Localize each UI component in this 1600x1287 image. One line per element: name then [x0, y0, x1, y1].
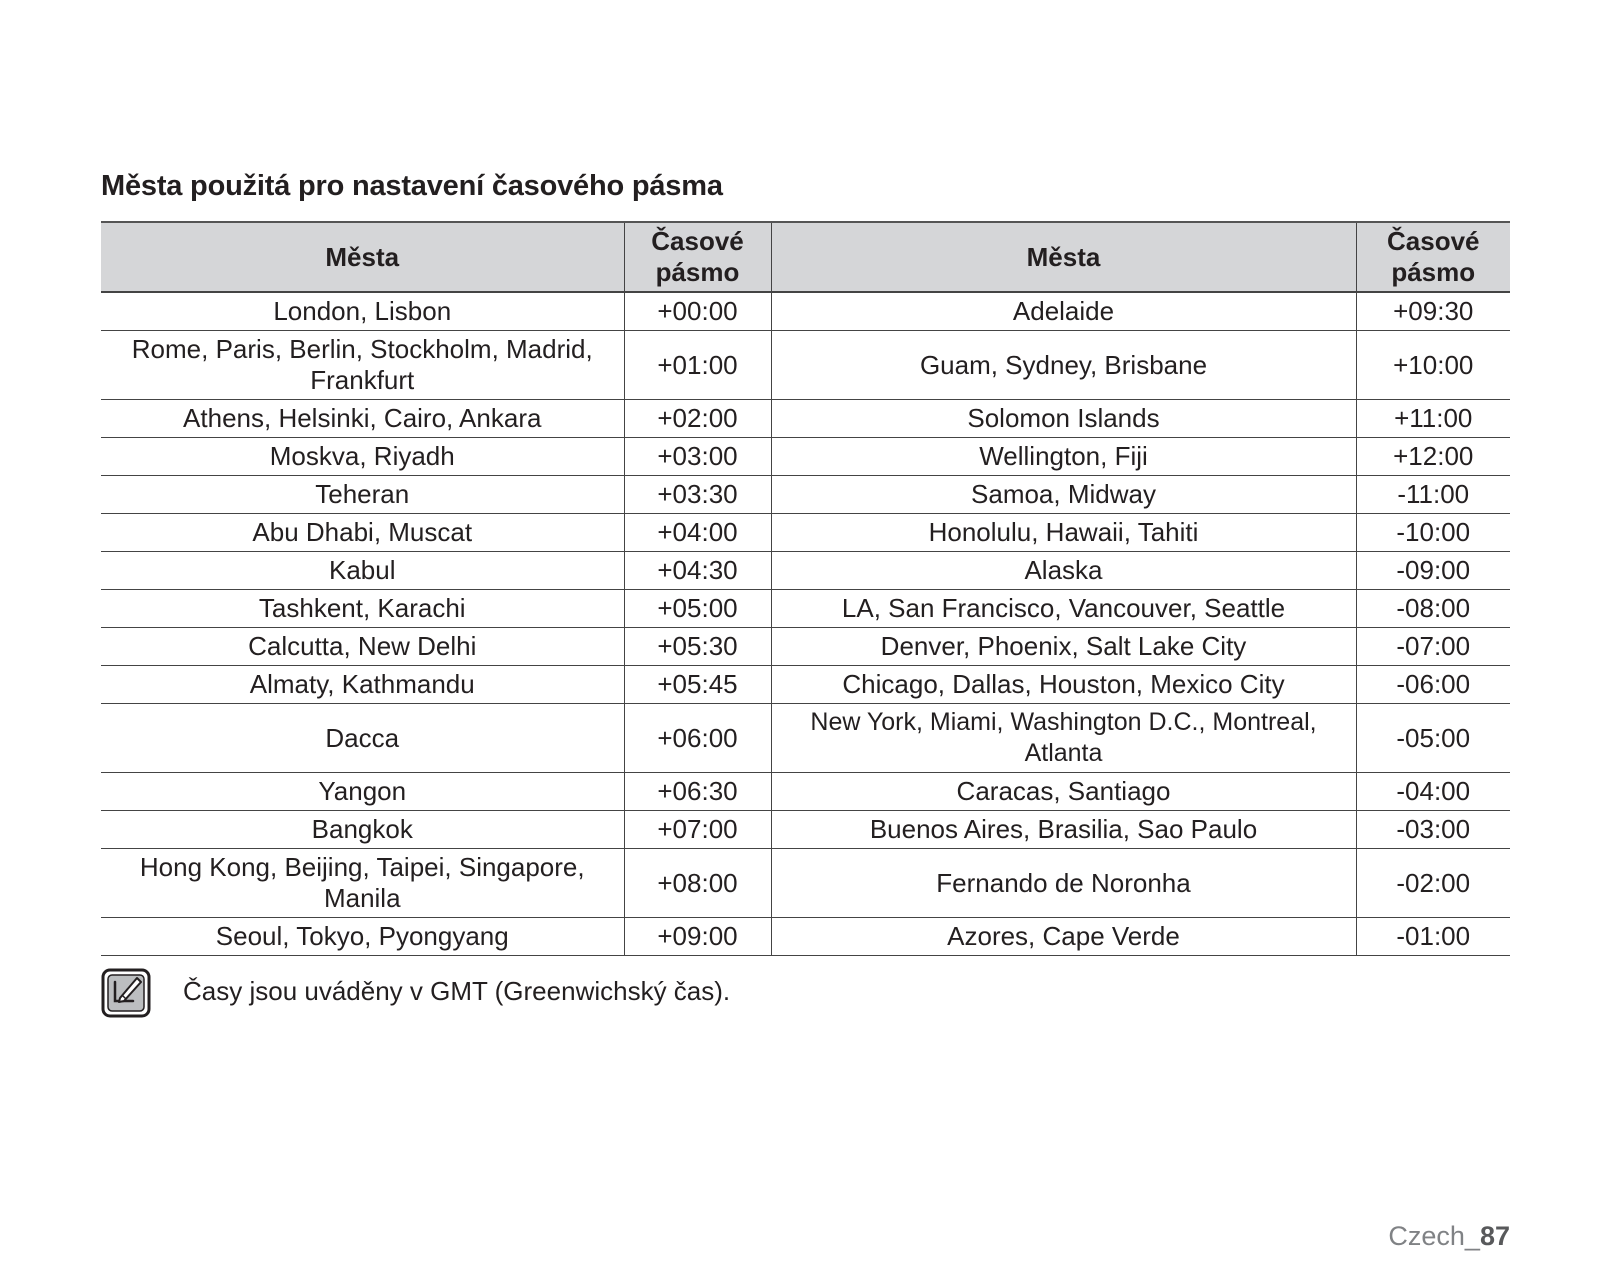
city-right-cell: Buenos Aires, Brasilia, Sao Paulo: [771, 811, 1356, 849]
city-right-cell: Guam, Sydney, Brisbane: [771, 331, 1356, 400]
zone-right-cell: -04:00: [1356, 773, 1510, 811]
table-row: [101, 773, 1510, 811]
city-left-cell: Abu Dhabi, Muscat: [101, 514, 624, 552]
city-left-cell: Athens, Helsinki, Cairo, Ankara: [101, 400, 624, 438]
zone-left-cell: +02:00: [624, 400, 771, 438]
header-zone-right: Časové pásmo: [1356, 222, 1510, 292]
city-left-cell: Calcutta, New Delhi: [101, 628, 624, 666]
table-row: [101, 628, 1510, 666]
zone-right-cell: -10:00: [1356, 514, 1510, 552]
zone-left-cell: +03:00: [624, 438, 771, 476]
city-left-cell: Teheran: [101, 476, 624, 514]
zone-right-cell: -08:00: [1356, 590, 1510, 628]
note-text: Časy jsou uváděny v GMT (Greenwichský čas).: [183, 976, 731, 1006]
footer-language: Czech_: [1388, 1221, 1480, 1251]
table-row: [101, 811, 1510, 849]
zone-left-cell: +03:30: [624, 476, 771, 514]
note-pencil-icon: [101, 968, 151, 1018]
page-title: Města použitá pro nastavení časového pásma: [101, 170, 723, 202]
city-left-cell: Hong Kong, Beijing, Taipei, Singapore, Manila: [101, 849, 624, 918]
table-row: [101, 514, 1510, 552]
city-right-cell: LA, San Francisco, Vancouver, Seattle: [771, 590, 1356, 628]
city-right-cell: Denver, Phoenix, Salt Lake City: [771, 628, 1356, 666]
time-zone-table: [101, 221, 1510, 956]
table-body: [101, 292, 1510, 956]
table-row: [101, 590, 1510, 628]
table-row: [101, 400, 1510, 438]
city-right-cell: Chicago, Dallas, Houston, Mexico City: [771, 666, 1356, 704]
zone-left-cell: +06:30: [624, 773, 771, 811]
zone-right-cell: -03:00: [1356, 811, 1510, 849]
zone-left-cell: +00:00: [624, 292, 771, 331]
city-right-cell: New York, Miami, Washington D.C., Montreal, Atlanta: [771, 704, 1356, 773]
city-left-cell: Moskva, Riyadh: [101, 438, 624, 476]
city-right-cell: Alaska: [771, 552, 1356, 590]
city-right-cell: Solomon Islands: [771, 400, 1356, 438]
table-header-row: [101, 222, 1510, 292]
zone-right-cell: +09:30: [1356, 292, 1510, 331]
zone-left-cell: +06:00: [624, 704, 771, 773]
table-row: [101, 704, 1510, 773]
zone-left-cell: +07:00: [624, 811, 771, 849]
zone-right-cell: -11:00: [1356, 476, 1510, 514]
table-row: [101, 918, 1510, 956]
city-left-cell: Dacca: [101, 704, 624, 773]
city-right-cell: Honolulu, Hawaii, Tahiti: [771, 514, 1356, 552]
zone-right-cell: -01:00: [1356, 918, 1510, 956]
zone-left-cell: +04:00: [624, 514, 771, 552]
city-left-cell: Yangon: [101, 773, 624, 811]
city-left-cell: Kabul: [101, 552, 624, 590]
table-row: [101, 438, 1510, 476]
zone-left-cell: +05:45: [624, 666, 771, 704]
header-zone-left: Časové pásmo: [624, 222, 771, 292]
table-row: [101, 476, 1510, 514]
table-row: [101, 552, 1510, 590]
city-left-cell: Tashkent, Karachi: [101, 590, 624, 628]
zone-left-cell: +04:30: [624, 552, 771, 590]
city-right-cell: Adelaide: [771, 292, 1356, 331]
city-left-cell: London, Lisbon: [101, 292, 624, 331]
zone-right-cell: -05:00: [1356, 704, 1510, 773]
city-right-cell: Fernando de Noronha: [771, 849, 1356, 918]
table-row: [101, 331, 1510, 400]
table-row: [101, 292, 1510, 331]
zone-right-cell: -07:00: [1356, 628, 1510, 666]
page-footer: [1388, 1221, 1510, 1252]
table-row: [101, 666, 1510, 704]
table-row: [101, 849, 1510, 918]
zone-left-cell: +05:30: [624, 628, 771, 666]
city-right-cell: Caracas, Santiago: [771, 773, 1356, 811]
zone-right-cell: +12:00: [1356, 438, 1510, 476]
page-number: 87: [1479, 1221, 1510, 1251]
header-cities-left: Města: [101, 222, 624, 292]
zone-right-cell: +10:00: [1356, 331, 1510, 400]
zone-left-cell: +09:00: [624, 918, 771, 956]
zone-left-cell: +01:00: [624, 331, 771, 400]
city-left-cell: Seoul, Tokyo, Pyongyang: [101, 918, 624, 956]
city-left-cell: Rome, Paris, Berlin, Stockholm, Madrid, Frankfurt: [101, 331, 624, 400]
city-left-cell: Almaty, Kathmandu: [101, 666, 624, 704]
zone-left-cell: +05:00: [624, 590, 771, 628]
city-left-cell: Bangkok: [101, 811, 624, 849]
city-right-cell: Wellington, Fiji: [771, 438, 1356, 476]
zone-right-cell: -06:00: [1356, 666, 1510, 704]
note-box: [101, 968, 1001, 1018]
zone-left-cell: +08:00: [624, 849, 771, 918]
city-right-cell: Samoa, Midway: [771, 476, 1356, 514]
city-right-cell: Azores, Cape Verde: [771, 918, 1356, 956]
zone-right-cell: -09:00: [1356, 552, 1510, 590]
zone-right-cell: -02:00: [1356, 849, 1510, 918]
header-cities-right: Města: [771, 222, 1356, 292]
zone-right-cell: +11:00: [1356, 400, 1510, 438]
